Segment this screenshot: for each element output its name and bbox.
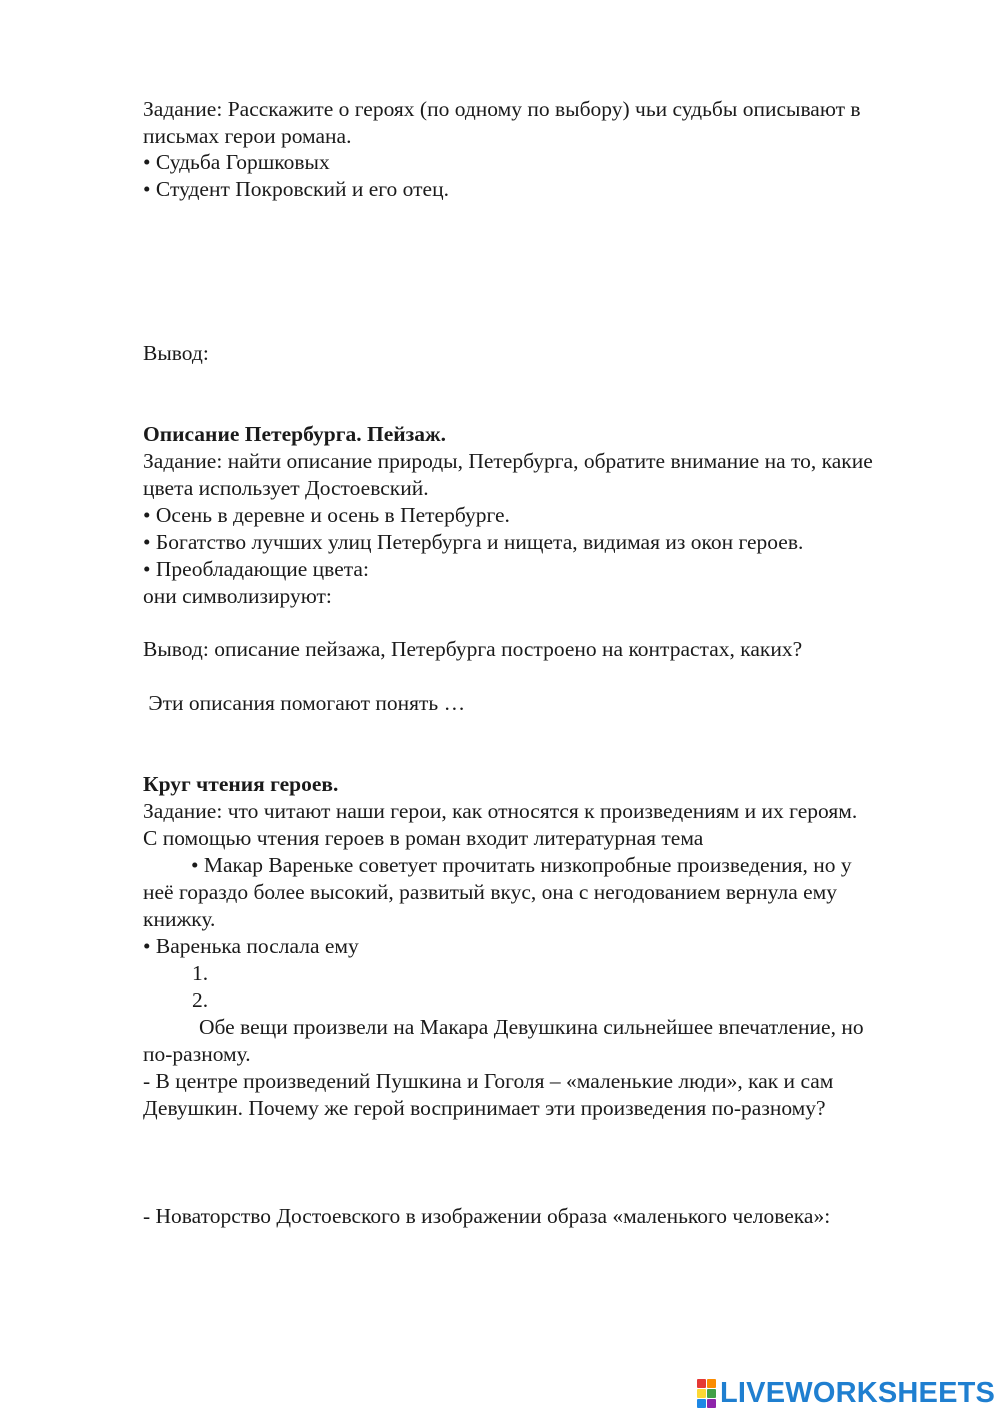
conclusion-text: Вывод: bbox=[143, 341, 209, 365]
logo-text: LIVEWORKSHEETS bbox=[720, 1377, 996, 1409]
paragraph-text: Девушкин. Почему же герой воспринимает эти произведения по-разному? bbox=[143, 1096, 826, 1120]
paragraph-text: неё гораздо более высокий, развитый вкус, она с негодованием вернула ему bbox=[143, 880, 838, 904]
section-heading: Круг чтения героев. bbox=[143, 772, 339, 796]
paragraph-text: по-разному. bbox=[143, 1042, 251, 1066]
task-text: письмах герои романа. bbox=[143, 124, 352, 148]
body-text: Эти описания помогают понять … bbox=[143, 691, 466, 715]
paragraph-text: книжку. bbox=[143, 907, 216, 931]
numbered-item: 2. bbox=[192, 988, 209, 1012]
conclusion-text: Вывод: описание пейзажа, Петербурга построено на контрастах, каких? bbox=[143, 637, 803, 661]
bullet-item: • Богатство лучших улиц Петербурга и нищета, видимая из окон героев. bbox=[143, 530, 804, 554]
liveworksheets-logo bbox=[697, 1378, 995, 1408]
paragraph-text: - Новаторство Достоевского в изображении образа «маленького человека»: bbox=[143, 1204, 831, 1228]
section-heading: Описание Петербурга. Пейзаж. bbox=[143, 422, 446, 446]
bullet-item: • Варенька послала ему bbox=[143, 934, 359, 958]
task-text: С помощью чтения героев в роман входит литературная тема bbox=[143, 826, 704, 850]
task-text: Задание: что читают наши герои, как относятся к произведениям и их героям. bbox=[143, 799, 858, 823]
task-text: Задание: найти описание природы, Петербурга, обратите внимание на то, какие bbox=[143, 449, 873, 473]
numbered-item: 1. bbox=[192, 961, 209, 985]
body-text: они символизируют: bbox=[143, 584, 332, 608]
task-text: цвета использует Достоевский. bbox=[143, 476, 429, 500]
paragraph-text: Обе вещи произвели на Макара Девушкина сильнейшее впечатление, но bbox=[199, 1015, 864, 1039]
bullet-item: • Преобладающие цвета: bbox=[143, 557, 369, 581]
logo-squares-icon bbox=[697, 1379, 716, 1408]
paragraph-text: • Макар Вареньке советует прочитать низкопробные произведения, но у bbox=[191, 853, 852, 877]
bullet-item: • Осень в деревне и осень в Петербурге. bbox=[143, 503, 510, 527]
bullet-item: • Студент Покровский и его отец. bbox=[143, 177, 449, 201]
bullet-item: • Судьба Горшковых bbox=[143, 150, 330, 174]
task-text: Задание: Расскажите о героях (по одному по выбору) чьи судьбы описывают в bbox=[143, 97, 861, 121]
paragraph-text: - В центре произведений Пушкина и Гоголя – «маленькие люди», как и сам bbox=[143, 1069, 834, 1093]
